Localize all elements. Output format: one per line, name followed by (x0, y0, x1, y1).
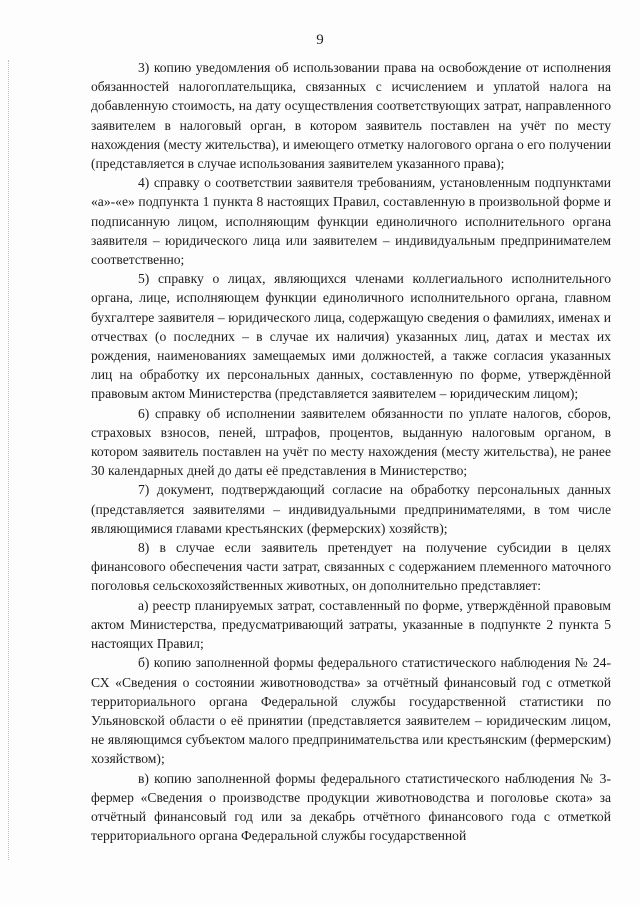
page-number: 9 (316, 32, 324, 48)
paragraph-item-3: 3) копию уведомления об использовании права на освобождение от исполнения обязанностей налогоплательщика, связанных с исчислением и уплатой налога на добавленную стоимость, на дату осуществления соответствующих затрат, направленного заявителем в налоговый орган, в котором заявитель поставлен на учёт по месту нахождения (месту жительства), и имеющего отметку налогового органа о его получении (представляется в случае использования заявителем указанного права); (91, 60, 611, 172)
paragraph-item-6: 6) справку об исполнении заявителем обязанности по уплате налогов, сборов, страховых взносов, пеней, штрафов, процентов, выданную налоговым органом, в котором заявитель поставлен на учёт по месту нахождения (месту жительства), не ранее 30 календарных дней до даты её представления в Министерство; (91, 405, 611, 479)
paragraph-subitem-v: в) копию заполненной формы федерального статистического наблюдения № 3-фермер «Сведения о производстве продукции животноводства и поголовье скота» за отчётный финансовый год или за декабрь отчётного финансового года с отметкой территориального органа Федеральной службы государственной (91, 770, 611, 844)
document-body (91, 58, 611, 845)
paragraph-item-8: 8) в случае если заявитель претендует на получение субсидии в целях финансового обеспечения части затрат, связанных с содержанием племенного маточного поголовья сельскохозяйственных животных, он дополнительно представляет: (91, 540, 611, 594)
paragraph-item-7: 7) документ, подтверждающий согласие на обработку персональных данных (представляется заявителями – индивидуальными предпринимателями, в том числе являющимися главами крестьянских (фермерских) хозяйств); (91, 482, 611, 536)
paragraph-subitem-a: а) реестр планируемых затрат, составленный по форме, утверждённой правовым актом Министерства, предусматривающий затраты, указанные в подпункте 2 пункта 5 настоящих Правил; (91, 597, 611, 652)
paragraph-subitem-b: б) копию заполненной формы федерального статистического наблюдения № 24-СХ «Сведения о состоянии животноводства» за отчётный финансовый год с отметкой территориального органа Федеральной службы государственной статистики по Ульяновской области о её принятии (представляется заявителем – юридическим лицом, не являющимся субъектом малого предпринимательства или крестьянским (фермерским) хозяйством); (91, 655, 611, 767)
paragraph-item-4: 4) справку о соответствии заявителя требованиям, установленным подпунктами «а»-«е» подпункта 1 пункта 8 настоящих Правил, составленную в произвольной форме и подписанную лицом, исполняющим функции единоличного исполнительного органа заявителя – юридического лица или заявителем – индивидуальным предпринимателем соответственно; (91, 175, 611, 268)
scan-edge-dots (8, 60, 10, 860)
paragraph-item-5: 5) справку о лицах, являющихся членами коллегиального исполнительного органа, лице, исполняющем функции единоличного исполнительного органа, главном бухгалтере заявителя – юридического лица, содержащую сведения о фамилиях, именах и отчествах (о последних – в случае их наличия) указанных лиц, датах и местах их рождения, наименованиях замещаемых ими должностей, а также согласия указанных лиц на обработку их персональных данных, составленную по форме, утверждённой правовым актом Министерства (представляется заявителем – юридическим лицом); (91, 271, 611, 402)
